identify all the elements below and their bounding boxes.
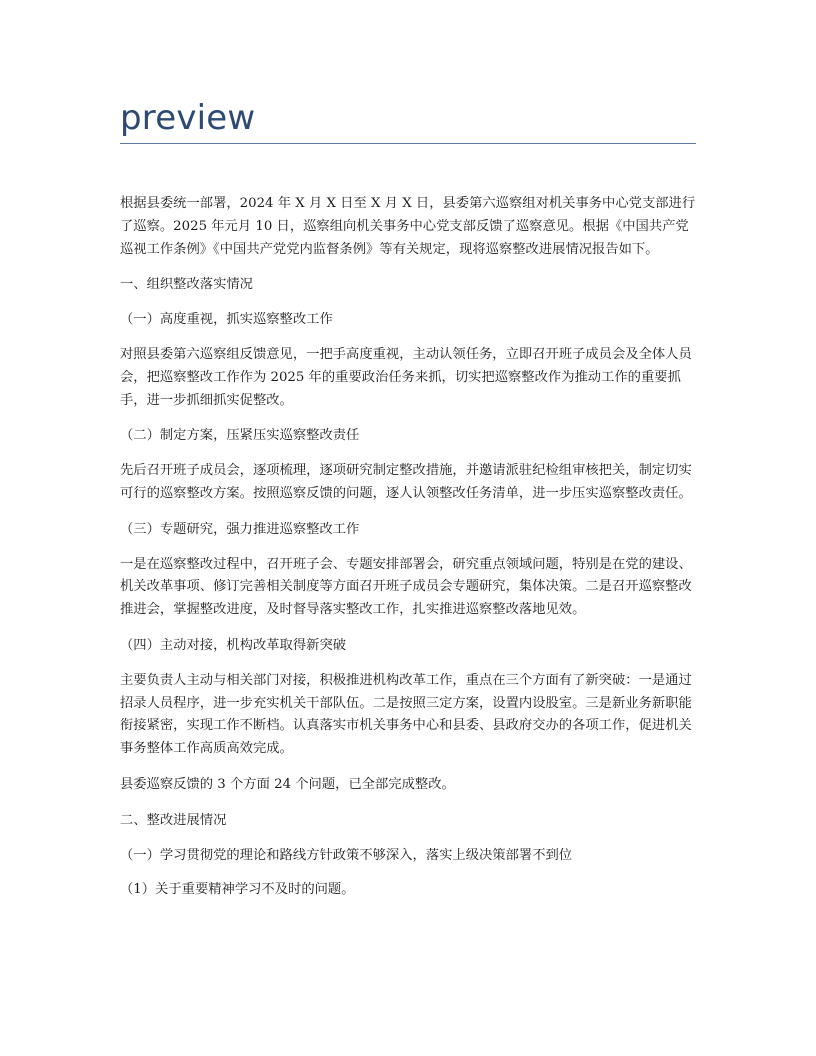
subsection-heading-2: （二）制定方案，压紧压实巡察整改责任 bbox=[120, 428, 360, 444]
body-paragraph: 主要负责人主动与相关部门对接，积极推进机构改革工作，重点在三个方面有了新突破：一是通过招录人员程序，进一步充实机关干部队伍。二是按照三定方案，设置内设股室。三是新业务新职能衔接紧密，实现工作不断档。认真落实市机关事务中心和县委、县政府交办的各项工作，促进机关事务整体工作高质高效完成。 bbox=[120, 672, 692, 757]
intro-paragraph: 根据县委统一部署，2024 年 X 月 X 日至 X 月 X 日，县委第六巡察组对机关事务中心党支部进行了巡察。2025 年元月 10 日，巡察组向机关事务中心党支部反馈了巡察意见。根据《中国共产党巡视工作条例》《中国共产党党内监督条例》等有关规定，现将巡察整改进展情况报告如下。 bbox=[120, 196, 696, 257]
title-underline bbox=[120, 143, 696, 144]
section-heading-2: 二、整改进展情况 bbox=[120, 812, 227, 828]
subsection-heading-1: （一）高度重视，抓实巡察整改工作 bbox=[120, 312, 333, 328]
item-heading-1: （1）关于重要精神学习不及时的问题。 bbox=[120, 882, 355, 898]
body-paragraph: 对照县委第六巡察组反馈意见，一把手高度重视，主动认领任务，立即召开班子成员会及全体人员会，把巡察整改工作作为 2025 年的重要政治任务来抓，切实把巡察整改作为推动工作的重要抓手，进一步抓细抓实促整改。 bbox=[120, 346, 692, 408]
summary-paragraph: 县委巡察反馈的 3 个方面 24 个问题，已全部完成整改。 bbox=[120, 776, 455, 792]
body-paragraph: 一是在巡察整改过程中，召开班子会、专题安排部署会，研究重点领域问题，特别是在党的建设、机关改革事项、修订完善相关制度等方面召开班子成员会专题研究，集体决策。二是召开巡察整改推进会，掌握整改进度，及时督导落实整改工作，扎实推进巡察整改落地见效。 bbox=[120, 556, 692, 618]
subsection-heading-3: （三）专题研究，强力推进巡察整改工作 bbox=[120, 521, 360, 537]
section-heading-1: 一、组织整改落实情况 bbox=[120, 277, 253, 293]
body-paragraph: 先后召开班子成员会，逐项梳理，逐项研究制定整改措施，并邀请派驻纪检组审核把关，制定切实可行的巡察整改方案。按照巡察反馈的问题，逐人认领整改任务清单，进一步压实巡察整改责任。 bbox=[120, 463, 692, 501]
subsection-heading-4: （四）主动对接，机构改革取得新突破 bbox=[120, 637, 347, 653]
subsection-heading-5: （一）学习贯彻党的理论和路线方针政策不够深入，落实上级决策部署不到位 bbox=[120, 847, 573, 863]
document-body bbox=[120, 193, 696, 914]
document-title: preview bbox=[120, 98, 256, 138]
